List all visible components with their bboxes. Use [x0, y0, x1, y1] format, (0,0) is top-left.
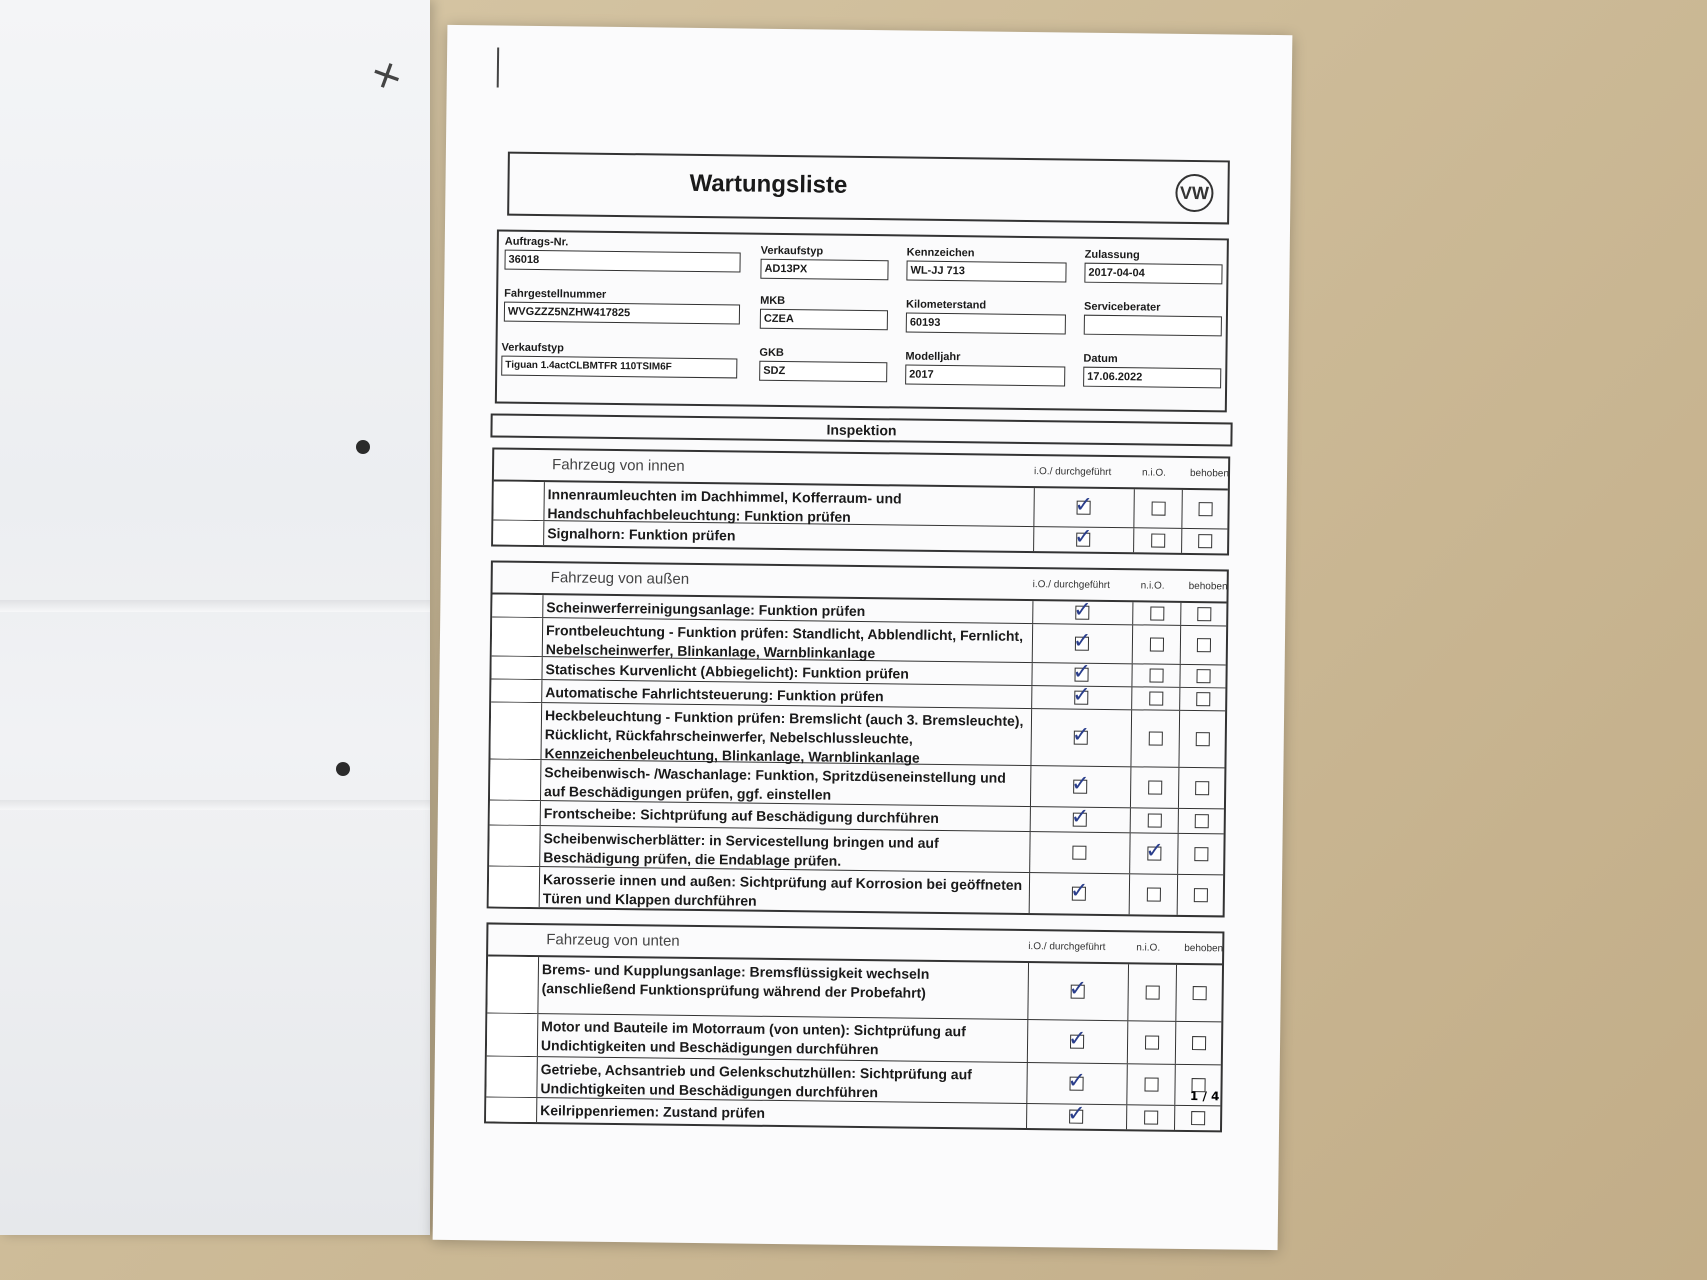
checkbox-nio[interactable] — [1148, 813, 1162, 827]
column-divider — [1030, 766, 1031, 806]
model-year-field: Modelljahr 2017 — [905, 351, 1065, 387]
column-divider — [1132, 602, 1133, 624]
title-box — [507, 152, 1230, 225]
checkbox-nio[interactable] — [1149, 732, 1163, 746]
row-margin-cell — [487, 1013, 539, 1056]
checklist-item-text: Automatische Fahrlichtsteuerung: Funktion prüfen — [545, 684, 884, 705]
column-divider — [1033, 527, 1034, 551]
handwritten-check-icon: ✓ — [1072, 659, 1092, 685]
column-divider — [1178, 809, 1179, 833]
checkbox-nio[interactable] — [1144, 1077, 1158, 1091]
column-header-behoben: behoben — [1189, 467, 1230, 480]
vw-logo-icon: VW — [1175, 174, 1213, 212]
pen-stroke — [497, 47, 499, 87]
column-header-io: i.O./ durchgeführt — [1032, 579, 1110, 592]
checkbox-nio[interactable] — [1152, 502, 1166, 516]
row-margin-cell — [490, 800, 541, 825]
row-margin-cell — [493, 481, 544, 520]
column-divider — [1030, 807, 1031, 831]
sales-type-code-field: Verkaufstyp AD13PX — [760, 245, 888, 281]
section-table — [491, 447, 1230, 555]
column-divider — [1131, 687, 1132, 709]
model-description-field: Verkaufstyp Tiguan 1.4actCLBMTFR 110TSIM6F — [501, 342, 737, 379]
checklist-item-text: Signalhorn: Funktion prüfen — [547, 525, 736, 544]
column-divider — [1133, 489, 1134, 527]
gearbox-code-field: GKB SDZ — [759, 347, 887, 383]
column-divider — [1181, 490, 1182, 528]
left-paper-sheet — [0, 0, 430, 1235]
section-title: Fahrzeug von innen — [551, 456, 685, 475]
handwritten-check-icon: ✓ — [1069, 878, 1089, 904]
pen-mark: + — [363, 47, 411, 103]
checkbox-nio[interactable] — [1149, 669, 1163, 683]
column-divider — [1126, 1064, 1127, 1104]
checklist-row — [487, 956, 1222, 1022]
column-divider — [1179, 665, 1180, 687]
section-title: Fahrzeug von unten — [546, 931, 680, 950]
column-divider — [1177, 875, 1178, 915]
vin-field: Fahrgestellnummer WVGZZZ5NZHW417825 — [504, 288, 740, 325]
checklist-row — [490, 702, 1225, 768]
checkbox-nio[interactable] — [1147, 887, 1161, 901]
paper-fold — [0, 800, 430, 810]
checkbox-behoben[interactable] — [1198, 534, 1212, 548]
column-divider — [1130, 767, 1131, 807]
vehicle-info-box — [495, 230, 1229, 413]
column-divider — [1174, 1065, 1175, 1105]
checklist-item-text: Karosserie innen und außen: Sichtprüfung auf Korrosion bei geöffneten Türen und Klappen durchführen — [542, 871, 1023, 909]
column-divider — [1177, 834, 1178, 874]
column-divider — [1127, 964, 1129, 1020]
row-margin-cell — [489, 866, 540, 907]
row-margin-cell — [493, 520, 544, 545]
column-divider — [1127, 1021, 1129, 1063]
checkbox-nio[interactable] — [1149, 692, 1163, 706]
row-margin-cell — [486, 1097, 537, 1122]
row-margin-cell — [491, 656, 542, 679]
section-title: Fahrzeug von außen — [550, 569, 690, 588]
column-header-nio: n.i.O. — [1141, 467, 1167, 479]
column-divider — [1180, 603, 1181, 625]
checkbox-nio[interactable] — [1150, 638, 1164, 652]
date-field: Datum 17.06.2022 — [1083, 353, 1221, 389]
punch-hole — [336, 762, 350, 776]
column-divider — [1180, 626, 1181, 664]
column-divider — [1174, 1106, 1175, 1130]
paper-fold — [0, 600, 430, 612]
column-divider — [1027, 1020, 1029, 1062]
checklist-item-text: Heckbeleuchtung - Funktion prüfen: Bremslicht (auch 3. Bremsleuchte), Rücklicht, Rückfahrscheinwerfer, Nebelschlussleuchte, Kennzeichenbeleuchtung, Blinkanlage, Warnblinkanlage — [544, 707, 1024, 766]
column-divider — [1132, 625, 1133, 663]
row-margin-cell — [492, 594, 543, 617]
column-header-nio: n.i.O. — [1136, 942, 1161, 954]
checklist-item-text: Keilrippenriemen: Zustand prüfen — [540, 1102, 766, 1121]
handwritten-check-icon: ✓ — [1070, 804, 1090, 830]
row-margin-cell — [490, 759, 541, 800]
column-divider — [1175, 1022, 1177, 1064]
checkbox-behoben[interactable] — [1192, 1036, 1206, 1050]
registration-date-field: Zulassung 2017-04-04 — [1084, 249, 1222, 285]
column-header-behoben: behoben — [1184, 942, 1224, 955]
checkbox-nio[interactable] — [1151, 534, 1165, 548]
column-divider — [1026, 1104, 1027, 1128]
column-divider — [1130, 710, 1132, 766]
inspection-band: Inspektion — [490, 413, 1232, 446]
handwritten-check-icon: ✓ — [1073, 597, 1092, 623]
checklist-item-text: Frontbeleuchtung - Funktion prüfen: Standlicht, Abblendlicht, Fernlicht, Nebelscheinwerfer, Blinkanlage, Warnblinkanlage — [545, 622, 1024, 662]
checkbox-behoben[interactable] — [1197, 607, 1211, 621]
handwritten-check-icon: ✓ — [1068, 976, 1088, 1002]
checklist-item-text: Innenraumleuchten im Dachhimmel, Kofferraum- und Handschuhfachbeleuchtung: Funktion prüfen — [547, 486, 902, 525]
column-divider — [1126, 1105, 1127, 1129]
handwritten-check-icon: ✓ — [1074, 524, 1093, 550]
document-page — [433, 25, 1293, 1250]
column-divider — [1129, 874, 1130, 914]
column-divider — [1033, 488, 1034, 526]
section-table — [484, 922, 1224, 1132]
service-advisor-field: Serviceberater — [1084, 301, 1222, 337]
column-divider — [1131, 664, 1132, 686]
checkbox-nio[interactable] — [1148, 781, 1162, 795]
handwritten-check-icon: ✓ — [1071, 722, 1091, 748]
document-title: Wartungsliste — [689, 169, 848, 199]
column-divider — [1133, 528, 1134, 552]
checkbox-nio[interactable] — [1150, 607, 1164, 621]
handwritten-check-icon: ✓ — [1067, 1068, 1087, 1094]
checkbox-behoben[interactable] — [1199, 502, 1213, 516]
handwritten-check-icon: ✓ — [1072, 628, 1092, 654]
column-divider — [1030, 709, 1032, 765]
row-margin-cell — [489, 825, 540, 866]
checklist-row — [489, 866, 1223, 915]
column-divider — [1032, 624, 1033, 662]
engine-code-field: MKB CZEA — [760, 295, 888, 331]
checkbox-behoben[interactable] — [1194, 847, 1208, 861]
row-margin-cell — [486, 1056, 537, 1097]
column-divider — [1026, 1063, 1027, 1103]
column-header-nio: n.i.O. — [1140, 580, 1165, 592]
checklist-item-text: Motor und Bauteile im Motorraum (von unten): Sichtprüfung auf Undichtigkeiten und Beschädigungen durchführen — [540, 1018, 966, 1058]
row-margin-cell — [490, 702, 542, 759]
checkbox-behoben[interactable] — [1196, 732, 1210, 746]
handwritten-check-icon: ✓ — [1072, 682, 1091, 708]
checkbox-behoben[interactable] — [1196, 669, 1210, 683]
column-divider — [1181, 529, 1182, 553]
column-divider — [1029, 832, 1030, 872]
row-margin-cell — [491, 679, 542, 702]
column-divider — [1130, 808, 1131, 832]
column-divider — [1029, 873, 1030, 913]
checkbox-behoben[interactable] — [1195, 781, 1209, 795]
punch-hole — [356, 440, 370, 454]
checkbox-io[interactable] — [1072, 846, 1086, 860]
handwritten-check-icon: ✓ — [1074, 492, 1094, 518]
checkbox-behoben[interactable] — [1191, 1111, 1205, 1125]
row-margin-cell — [492, 617, 543, 656]
column-divider — [1031, 663, 1032, 685]
section-table — [487, 560, 1229, 917]
checkbox-nio[interactable] — [1145, 1035, 1159, 1049]
checkbox-behoben[interactable] — [1194, 888, 1208, 902]
column-header-behoben: behoben — [1188, 580, 1228, 593]
column-divider — [1179, 688, 1180, 710]
checkbox-behoben[interactable] — [1196, 692, 1210, 706]
checklist-item-text: Getriebe, Achsantrieb und Gelenkschutzhüllen: Sichtprüfung auf Undichtigkeiten und Beschädigungen durchführen — [540, 1061, 972, 1101]
handwritten-check-icon: ✓ — [1067, 1026, 1087, 1052]
column-divider — [1031, 686, 1032, 708]
column-header-io: i.O./ durchgeführt — [1033, 466, 1112, 479]
maintenance-form — [484, 151, 1228, 1132]
checkbox-behoben[interactable] — [1195, 814, 1209, 828]
column-divider — [1129, 833, 1130, 873]
page-number: 1 / 4 — [1189, 1089, 1220, 1104]
column-divider — [1175, 965, 1177, 1021]
order-number-field: Auftrags-Nr. 36018 — [504, 236, 740, 273]
handwritten-check-icon: ✓ — [1071, 771, 1090, 797]
checkbox-behoben[interactable] — [1193, 986, 1207, 1000]
checklist-item-text: Scheibenwischerblätter: in Servicestellung bringen und auf Beschädigung prüfen, die Endablage prüfen. — [543, 830, 939, 869]
checklist-item-text: Scheibenwisch- /Waschanlage: Funktion, Spritzdüseneinstellung und auf Beschädigungen prüfen, ggf. einstellen — [544, 764, 1006, 803]
row-margin-cell — [487, 956, 539, 1013]
checkbox-nio[interactable] — [1146, 985, 1160, 999]
column-divider — [1032, 601, 1033, 623]
checklist-item-text: Statisches Kurvenlicht (Abbiegelicht): Funktion prüfen — [545, 661, 909, 682]
handwritten-check-icon: ✓ — [1145, 838, 1165, 864]
checklist-item-text: Brems- und Kupplungsanlage: Bremsflüssigkeit wechseln (anschließend Funktionsprüfung während der Probefahrt) — [541, 961, 930, 1001]
column-header-io: i.O./ durchgeführt — [1028, 941, 1106, 953]
inspection-sections — [484, 447, 1230, 1132]
checklist-item-text: Scheinwerferreinigungsanlage: Funktion prüfen — [546, 599, 866, 620]
column-divider — [1178, 768, 1179, 808]
checkbox-behoben[interactable] — [1197, 638, 1211, 652]
checklist-item-text: Frontscheibe: Sichtprüfung auf Beschädigung durchführen — [543, 805, 940, 826]
checkbox-nio[interactable] — [1144, 1110, 1158, 1124]
mileage-field: Kilometerstand 60193 — [906, 299, 1066, 335]
handwritten-check-icon: ✓ — [1067, 1101, 1086, 1127]
column-divider — [1178, 711, 1180, 767]
license-plate-field: Kennzeichen WL-JJ 713 — [906, 247, 1066, 283]
column-divider — [1027, 963, 1029, 1019]
